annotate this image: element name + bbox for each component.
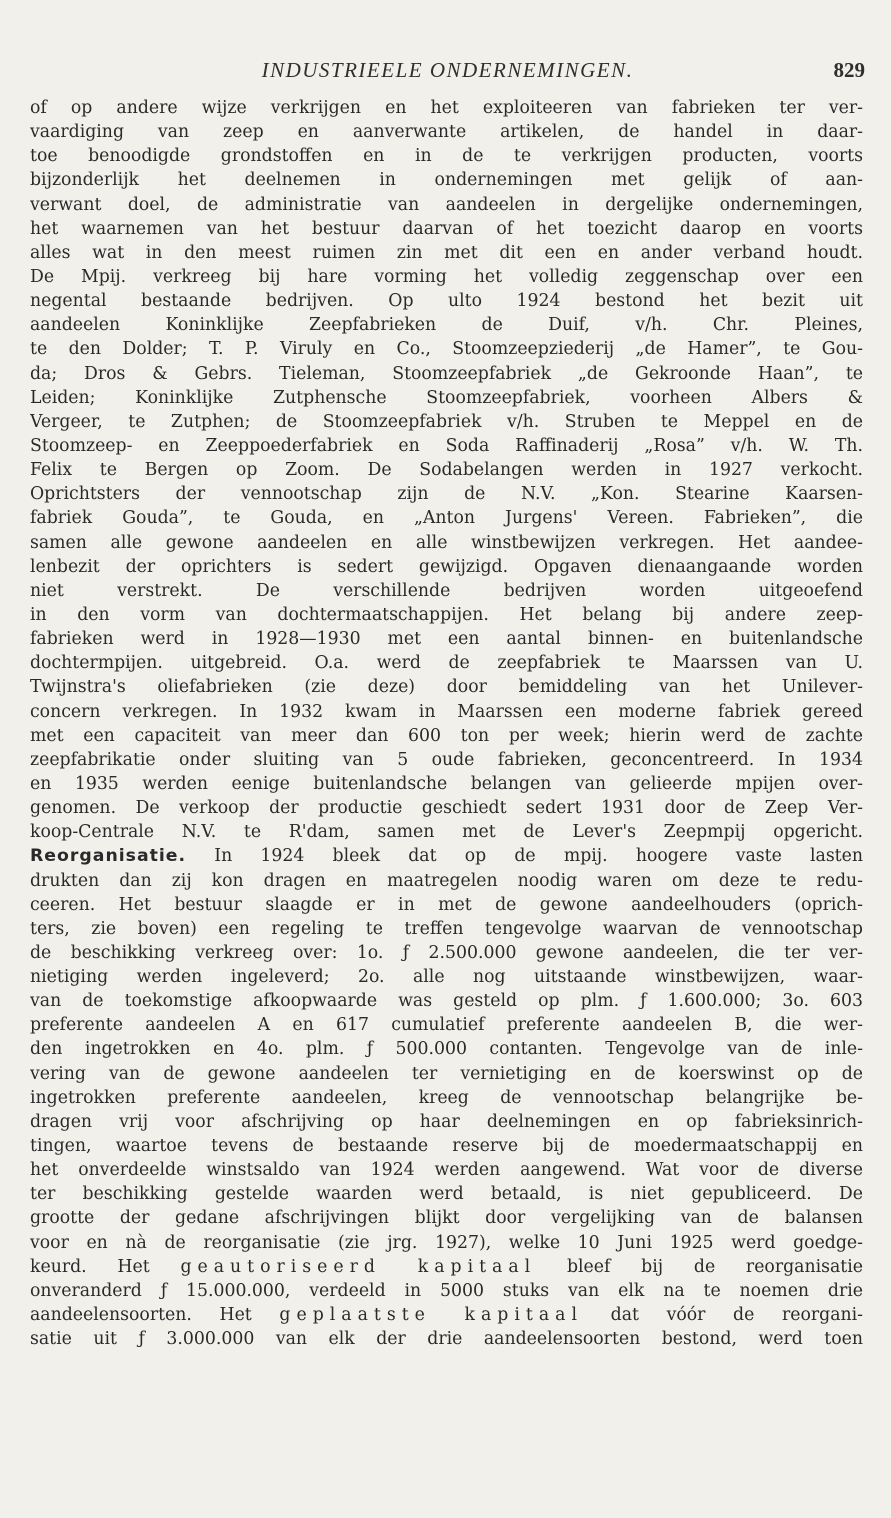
text-line: Vergeer, te Zutphen; de Stoomzeepfabriek v/h. Struben te Meppel en de [30,411,863,432]
text-line: Felix te Bergen op Zoom. De Sodabelangen werden in 1927 verkocht. [30,460,863,481]
text-line: satie uit ƒ 3.000.000 van elk der drie aandeelensoorten bestond, werd toen [30,1329,863,1350]
text-line: Leiden; Koninklijke Zutphensche Stoomzeepfabriek, voorheen Albers & [30,387,863,408]
text-line: aandeelen Koninklijke Zeepfabrieken de Duif, v/h. Chr. Pleines, [30,315,863,336]
text-line: zeepfabrikatie onder sluiting van 5 oude fabrieken, geconcentreerd. In 1934 [30,749,863,770]
page-header [30,58,865,92]
text-line: het waarnemen van het bestuur daarvan of het toezicht daarop en voorts [30,218,863,239]
text-line: nietiging werden ingeleverd; 2o. alle nog uitstaande winstbewijzen, waar- [30,967,863,988]
text-line: grootte der gedane afschrijvingen blijkt door vergelijking van de balansen [30,1208,863,1229]
text-line: negental bestaande bedrijven. Op ulto 1924 bestond het bezit uit [30,291,863,312]
text-line: ters, zie boven) een regeling te treffen tengevolge waarvan de vennootschap [30,918,863,939]
text-line: preferente aandeelen A en 617 cumulatief preferente aandeelen B, die wer- [30,1015,863,1036]
text-line: in den vorm van dochtermaatschappijen. Het belang bij andere zeep- [30,604,863,625]
text-line: tingen, waartoe tevens de bestaande reserve bij de moedermaatschappij en [30,1136,863,1157]
text-line: vering van de gewone aandeelen ter vernietiging en de koerswinst op de [30,1063,863,1084]
page-number: 829 [833,58,865,82]
text-line: voor en nà de reorganisatie (zie jrg. 1927), welke 10 Juni 1925 werd goedge- [30,1232,863,1253]
kapitaal-line-2 [30,1303,863,1327]
text-line: bijzonderlijk het deelnemen in ondernemingen met gelijk of aan- [30,170,863,191]
text-line: en 1935 werden eenige buitenlandsche belangen van gelieerde mpijen over- [30,773,863,794]
text-line: fabriek Gouda”, te Gouda, en „Anton Jurgens' Vereen. Fabrieken”, die [30,508,863,529]
text-line: genomen. De verkoop der productie geschiedt sedert 1931 door de Zeep Ver- [30,798,863,819]
text-line: te den Dolder; T. P. Viruly en Co., Stoomzeepziederij „de Hamer”, te Gou- [30,339,863,360]
spaced-term-placed-capital: geplaatste kapitaal [279,1305,583,1326]
text-line: ingetrokken preferente aandeelen, kreeg de vennootschap belangrijke be- [30,1087,863,1108]
reorganisatie-line [30,844,863,868]
text-line: onveranderd ƒ 15.000.000, verdeeld in 5000 stuks van elk na te noemen drie [30,1280,863,1301]
running-title: INDUSTRIEELE ONDERNEMINGEN. [261,58,634,82]
text-span: keurd. Het [30,1256,150,1277]
text-line: Twijnstra's oliefabrieken (zie deze) door bemiddeling van het Unilever- [30,677,863,698]
text-line: vaardiging van zeep en aanverwante artikelen, de handel in daar- [30,122,863,143]
text-line: alles wat in den meest ruimen zin met dit een en ander verband houdt. [30,242,863,263]
text-line: Oprichtsters der vennootschap zijn de N.V. „Kon. Stearine Kaarsen- [30,484,863,505]
spaced-term-authorized-capital: geautoriseerd kapitaal [180,1256,537,1277]
text-line: drukten dan zij kon dragen en maatregelen noodig waren om deze te redu- [30,870,863,891]
text-line: Stoomzeep- en Zeeppoederfabriek en Soda Raffinaderij „Rosa” v/h. W. Th. [30,435,863,456]
text-line: van de toekomstige afkoopwaarde was gesteld op plm. ƒ 1.600.000; 3o. 603 [30,991,863,1012]
text-line: of op andere wijze verkrijgen en het exploiteeren van fabrieken ter ver- [30,98,863,118]
text-line: koop-Centrale N.V. te R'dam, samen met de Lever's Zeepmpij opgericht. [30,822,863,843]
body-text [30,96,863,1351]
text-line: lenbezit der oprichters is sedert gewijzigd. Opgaven dienaangaande worden [30,556,863,577]
text-line: de beschikking verkreeg over: 1o. ƒ 2.500.000 gewone aandeelen, die ter ver- [30,942,863,963]
text-line: verwant doel, de administratie van aandeelen in dergelijke ondernemingen, [30,194,863,215]
text-line: niet verstrekt. De verschillende bedrijven worden uitgeoefend [30,580,863,601]
text-line: concern verkregen. In 1932 kwam in Maarssen een moderne fabriek gereed [30,701,863,722]
text-line: toe benoodigde grondstoffen en in de te verkrijgen producten, voorts [30,146,863,167]
text-line: da; Dros & Gebrs. Tieleman, Stoomzeepfabriek „de Gekroonde Haan”, te [30,363,863,384]
text-span: bleef bij de reorganisatie [536,1256,863,1277]
section-heading-reorganisatie: Reorganisatie. [30,846,187,867]
text-span: dat vóór de reorgani- [582,1305,863,1326]
text-line: fabrieken werd in 1928—1930 met een aantal binnen- en buitenlandsche [30,629,863,650]
text-line: samen alle gewone aandeelen en alle winstbewijzen verkregen. Het aandee- [30,532,863,553]
text-line: met een capaciteit van meer dan 600 ton per week; hierin werd de zachte [30,725,863,746]
text-line: ter beschikking gestelde waarden werd betaald, is niet gepubliceerd. De [30,1184,863,1205]
text-line: het onverdeelde winstsaldo van 1924 werden aangewend. Wat voor de diverse [30,1160,863,1181]
kapitaal-line-1 [30,1255,863,1279]
text-line: dochtermpijen. uitgebreid. O.a. werd de zeepfabriek te Maarssen van U. [30,653,863,674]
text-line: dragen vrij voor afschrijving op haar deelnemingen en op fabrieksinrich- [30,1111,863,1132]
text-span: aandeelensoorten. Het [30,1305,252,1326]
text-line: ceeren. Het bestuur slaagde er in met de gewone aandeelhouders (oprich- [30,894,863,915]
text-line: den ingetrokken en 4o. plm. ƒ 500.000 contanten. Tengevolge van de inle- [30,1039,863,1060]
text-span: In 1924 bleek dat op de mpij. hoogere vaste lasten [186,846,863,867]
text-line: De Mpij. verkreeg bij hare vorming het volledig zeggenschap over een [30,266,863,287]
